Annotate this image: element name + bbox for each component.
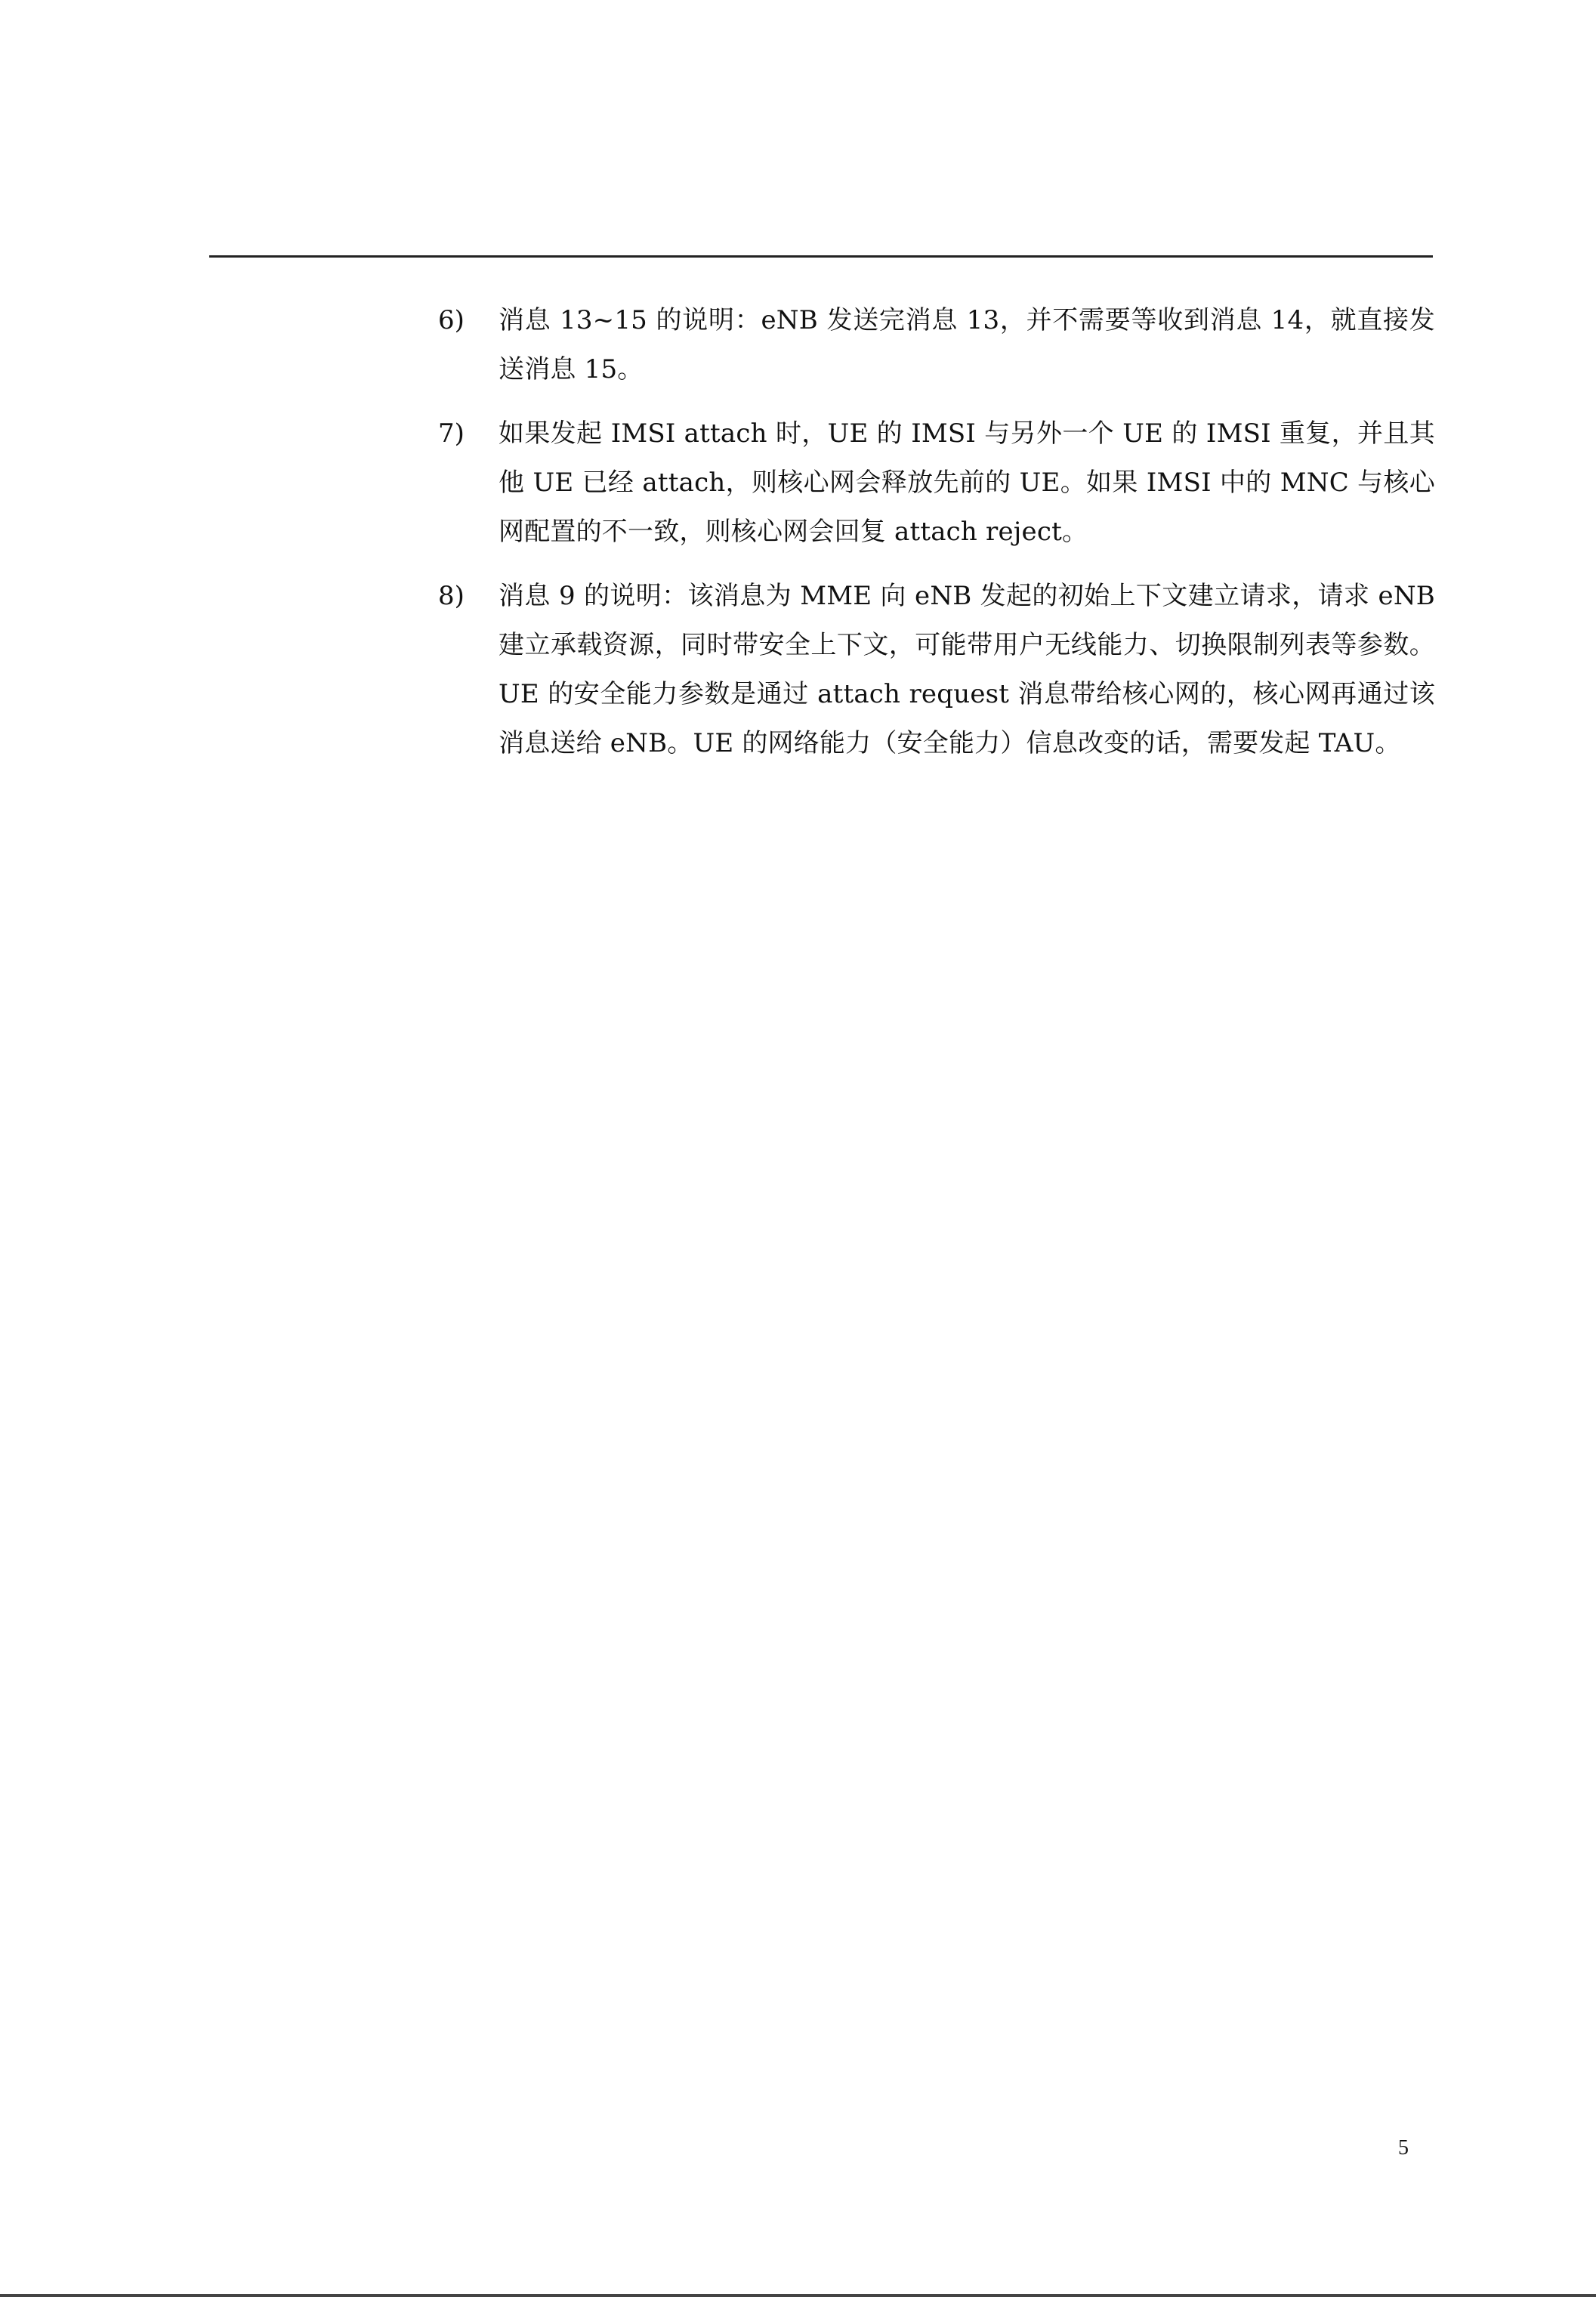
item-number-7: 7)	[438, 418, 465, 449]
list-item-8	[438, 572, 1435, 768]
item-number-6: 6)	[438, 305, 465, 335]
bottom-edge-rule	[0, 2294, 1596, 2297]
list-item-7	[438, 409, 1435, 557]
item-text-7: 如果发起 IMSI attach 时，UE 的 IMSI 与另外一个 UE 的 IMSI 重复，并且其他 UE 已经 attach，则核心网会释放先前的 UE。如果 IMSI 中的 MNC 与核心网配置的不一致，则核心网会回复 attach reject。	[499, 418, 1435, 547]
numbered-list	[438, 296, 1435, 783]
page-number: 5	[1398, 2136, 1409, 2160]
item-text-8: 消息 9 的说明：该消息为 MME 向 eNB 发起的初始上下文建立请求，请求 eNB 建立承载资源，同时带安全上下文，可能带用户无线能力、切换限制列表等参数。UE 的安全能力参数是通过 attach request 消息带给核心网的，核心网再通过该消息送给 eNB。UE 的网络能力（安全能力）信息改变的话，需要发起 TAU。	[499, 581, 1435, 758]
list-item-6	[438, 296, 1435, 394]
header-divider	[209, 255, 1433, 258]
item-number-8: 8)	[438, 581, 465, 611]
item-text-6: 消息 13~15 的说明：eNB 发送完消息 13，并不需要等收到消息 14，就直接发送消息 15。	[499, 305, 1435, 384]
